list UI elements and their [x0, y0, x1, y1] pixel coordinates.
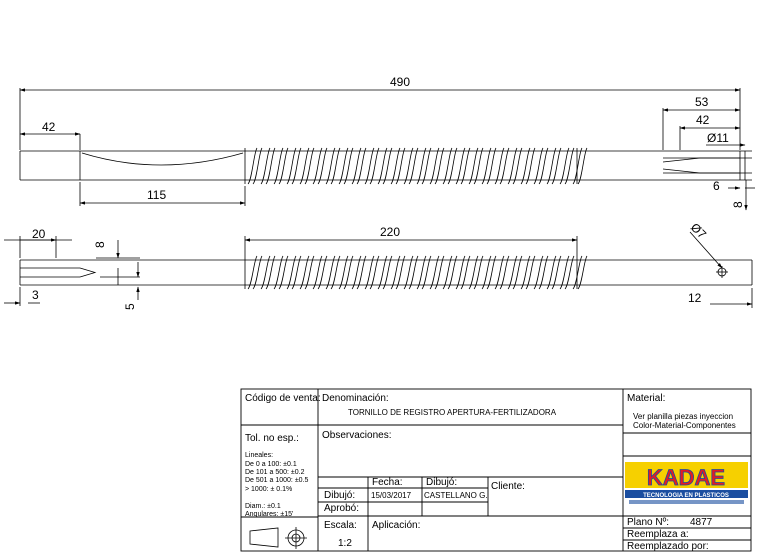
- thread-turn: [430, 148, 444, 184]
- top-dimensions: [20, 88, 755, 210]
- tol-line: De 501 a 1000: ±0.5: [245, 477, 309, 484]
- thread-turn: [521, 256, 535, 289]
- thread-turn: [300, 256, 314, 289]
- angular-tolerance: Angulares: ±15': [245, 511, 294, 518]
- thread-turn: [313, 148, 327, 184]
- aplicacion-label: Aplicación:: [372, 520, 421, 531]
- thread-turn: [248, 256, 262, 289]
- thread-turn: [261, 256, 275, 289]
- thread-turn: [482, 256, 496, 289]
- fecha-value: 15/03/2017: [371, 491, 412, 500]
- denominacion-value: TORNILLO DE REGISTRO APERTURA-FERTILIZADORA: [348, 408, 557, 417]
- thread-turn: [430, 256, 444, 289]
- thread-turn: [339, 256, 353, 289]
- thread-turn: [300, 148, 314, 184]
- dim-6: 6: [713, 179, 720, 193]
- tolerancias-label: Tol. no esp.:: [245, 433, 299, 444]
- thread-turn: [287, 256, 301, 289]
- tol-line: De 0 a 100: ±0.1: [245, 461, 297, 468]
- thread-turn: [508, 256, 522, 289]
- thread-turn: [365, 148, 379, 184]
- top-view-screw: [20, 148, 752, 184]
- thread-turn: [534, 256, 548, 289]
- plano-value: 4877: [690, 517, 713, 528]
- escala-label: Escala:: [324, 520, 357, 531]
- thread-turn: [313, 256, 327, 289]
- thread-turn: [417, 148, 431, 184]
- thread-turn: [404, 148, 418, 184]
- thread-turn: [352, 256, 366, 289]
- thread-turn: [508, 148, 522, 184]
- thread-turn: [534, 148, 548, 184]
- dim-3: 3: [32, 288, 39, 302]
- thread-turn: [391, 148, 405, 184]
- thread-turn: [469, 256, 483, 289]
- dim-20: 20: [32, 227, 46, 241]
- thread-turn: [287, 148, 301, 184]
- cliente-label: Cliente:: [491, 481, 525, 492]
- thread-turn: [326, 148, 340, 184]
- logo-fineprint: [629, 500, 744, 504]
- thread-turn: [352, 148, 366, 184]
- dim-220: 220: [380, 225, 401, 239]
- thread-turn: [560, 148, 574, 184]
- dibujo-value: CASTELLANO G.: [424, 491, 488, 500]
- kadae-logo: [623, 458, 750, 508]
- thread-turn: [378, 148, 392, 184]
- thread-turn: [443, 148, 457, 184]
- lineales-label: Lineales:: [245, 452, 274, 459]
- dibujo-column-label: Dibujó:: [426, 477, 458, 488]
- thread-turn: [326, 256, 340, 289]
- dim-8-slot: 8: [93, 241, 107, 248]
- thread-turn: [482, 148, 496, 184]
- thread-turn: [547, 256, 561, 289]
- dim-42-left: 42: [42, 120, 56, 134]
- dim-12: 12: [688, 291, 702, 305]
- bottom-view-screw: [20, 256, 752, 289]
- fecha-label: Fecha:: [372, 477, 403, 488]
- material-line1: Ver planilla piezas inyeccion: [633, 412, 734, 421]
- thread-turn: [391, 256, 405, 289]
- dim-8-right: 8: [731, 201, 745, 208]
- denominacion-label: Denominación:: [322, 393, 389, 404]
- thread-turn: [404, 256, 418, 289]
- thread-turn: [456, 148, 470, 184]
- thread-turn: [456, 256, 470, 289]
- aprobo-label: Aprobó:: [324, 503, 360, 514]
- thread-turn: [573, 148, 587, 184]
- logo-wordmark: KADAE: [646, 465, 726, 490]
- thread-turn: [495, 148, 509, 184]
- escala-value: 1:2: [338, 538, 352, 549]
- projection-symbol-icon: [250, 527, 307, 549]
- dim-diameter-7: Ø7: [687, 220, 710, 242]
- thread-turn: [560, 256, 574, 289]
- thread-turn: [261, 148, 275, 184]
- dibujo-row-label: Dibujó:: [324, 490, 356, 501]
- thread-turn: [378, 256, 392, 289]
- dimension-labels: [32, 75, 745, 310]
- dim-115: 115: [147, 188, 167, 202]
- reemplazado-label: Reemplazado por:: [627, 541, 709, 552]
- observaciones-label: Observaciones:: [322, 430, 392, 441]
- diam-tolerance: Diam.: ±0.1: [245, 503, 281, 510]
- tol-line: > 1000: ± 0.1%: [245, 486, 293, 493]
- bottom-dimensions: [4, 232, 752, 308]
- reemplaza-label: Reemplaza a:: [627, 529, 689, 540]
- dim-diameter-11: Ø11: [707, 131, 729, 145]
- dim-490: 490: [390, 75, 411, 89]
- material-label: Material:: [627, 393, 666, 404]
- tol-line: De 101 a 500: ±0.2: [245, 469, 305, 476]
- thread-turn: [365, 256, 379, 289]
- codigo-venta-label: Código de venta:: [245, 393, 321, 404]
- thread-turn: [248, 148, 262, 184]
- thread-turn: [417, 256, 431, 289]
- material-line2: Color-Material-Componentes: [633, 421, 736, 430]
- dim-42-right: 42: [696, 113, 710, 127]
- thread-turn: [573, 256, 587, 289]
- thread-turn: [521, 148, 535, 184]
- thread-turn: [443, 256, 457, 289]
- plano-label: Plano Nº:: [627, 517, 670, 528]
- thread-turn: [339, 148, 353, 184]
- thread-turn: [495, 256, 509, 289]
- thread-turn: [547, 148, 561, 184]
- thread-turn: [274, 148, 288, 184]
- logo-tagline: TECNOLOGIA EN PLASTICOS: [643, 493, 729, 499]
- dim-5: 5: [123, 303, 137, 310]
- thread-turn: [274, 256, 288, 289]
- thread-turn: [469, 148, 483, 184]
- dim-53: 53: [695, 95, 709, 109]
